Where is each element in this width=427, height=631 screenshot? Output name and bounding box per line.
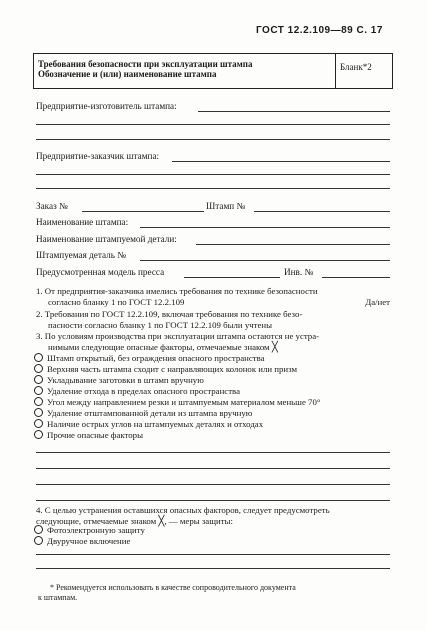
part-no-line: [140, 260, 390, 261]
hazard-option[interactable]: Штамп открытый, без ограждения опасного пространства: [34, 353, 265, 363]
radio-circle-icon: [34, 419, 43, 428]
title-line-1: Требования безопасности при эксплуатации штампа: [38, 59, 253, 69]
manufacturer-label: Предприятие-изготовитель штампа:: [36, 101, 177, 111]
radio-circle-icon: [34, 536, 43, 545]
hazard-option[interactable]: Прочие опасные факторы: [34, 430, 143, 440]
stamp-name-label: Наименование штампа:: [36, 217, 129, 227]
item-4-line-1: 4. С целью устранения оставшихся опасных факторов, следует предусмотреть: [36, 505, 330, 515]
footnote-line-1: * Рекомендуется использовать в качестве сопроводительного документа: [50, 583, 296, 592]
hazard-option[interactable]: Укладывание заготовки в штамп вручную: [34, 375, 204, 385]
item-3-line-2: нимыми следующие опасные факторы, отмечаемые знаком: [48, 341, 270, 352]
item-2: [36, 309, 396, 330]
customer-line: [172, 161, 390, 162]
customer-label: Предприятие-заказчик штампа:: [36, 151, 160, 161]
part-name-line: [196, 244, 390, 245]
blank-line: [36, 500, 390, 501]
measure-option[interactable]: Двуручное включение: [34, 536, 130, 546]
hazard-option[interactable]: Наличие острых углов на штампуемых деталях и отходах: [34, 419, 263, 429]
blank-line: [36, 468, 390, 469]
hazard-option[interactable]: Угол между направлением резки и штампуемым материалом меньше 70°: [34, 397, 320, 407]
footnote-line-2: к штампам.: [38, 593, 78, 602]
item-3-line-1: 3. По условиям производства при эксплуатации штампа остаются не устра-: [36, 331, 320, 341]
radio-circle-icon: [34, 364, 43, 373]
inv-no-label: Инв. №: [284, 267, 314, 277]
manufacturer-line-3: [36, 139, 390, 140]
blank-line: [36, 568, 390, 569]
radio-circle-icon: [34, 397, 43, 406]
order-line: [82, 211, 204, 212]
title-box: [33, 53, 393, 89]
stamp-name-line: [140, 227, 390, 228]
item-2-line-1: 2. Требования по ГОСТ 12.2.109, включая требования по технике безо-: [36, 309, 303, 319]
customer-line-2: [36, 174, 390, 175]
measure-option[interactable]: Фотоэлектронную защиту: [34, 525, 145, 535]
item-1: [36, 286, 396, 307]
blank-line: [36, 452, 390, 453]
hazard-option[interactable]: Удаление отштампованной детали из штампа вручную: [34, 408, 252, 418]
press-model-label: Предусмотренная модель пресса: [36, 267, 165, 277]
order-label: Заказ №: [36, 201, 68, 211]
item-1-line-2: согласно бланку 1 по ГОСТ 12.2.109: [48, 296, 185, 307]
radio-circle-icon: [34, 386, 43, 395]
page-header: ГОСТ 12.2.109—89 С. 17: [256, 25, 383, 36]
radio-circle-icon: [34, 353, 43, 362]
manufacturer-line-2: [36, 124, 390, 125]
blank-line: [36, 554, 390, 555]
item-4: [36, 505, 396, 527]
title-box-text: [34, 54, 336, 88]
radio-circle-icon: [34, 525, 43, 534]
part-name-label: Наименование штампуемой детали:: [36, 234, 177, 244]
radio-circle-icon: [34, 375, 43, 384]
item-4-line-2: следующие, отмечаемые знаком: [36, 515, 157, 526]
item-4-line-2-end: , — меры защиты:: [164, 515, 233, 526]
hazard-option[interactable]: Верхняя часть штампа сходит с направляющих колонок или призм: [34, 364, 297, 374]
radio-circle-icon: [34, 408, 43, 417]
item-1-line-1: 1. От предприятия-заказчика имелись требования по технике безопасности: [36, 286, 318, 296]
footnote: [38, 583, 388, 603]
item-3: [36, 331, 396, 353]
item-1-answer: Да/нет: [365, 296, 390, 307]
inv-no-line: [322, 277, 390, 278]
manufacturer-line: [198, 111, 390, 112]
stamp-line: [254, 211, 390, 212]
radio-circle-icon: [34, 430, 43, 439]
customer-line-3: [36, 188, 390, 189]
title-line-2: Обозначение и (или) наименование штампа: [38, 69, 217, 79]
stamp-label: Штамп №: [206, 201, 246, 211]
cross-mark-icon: ╳: [158, 515, 165, 527]
part-no-label: Штампуемая деталь №: [36, 250, 126, 260]
press-model-line: [184, 277, 280, 278]
form-label: Бланк*2: [340, 62, 372, 72]
cross-mark-icon: ╳: [271, 341, 278, 353]
blank-line: [36, 484, 390, 485]
item-2-line-2: пасности согласно бланку 1 по ГОСТ 12.2.109 были учтены: [48, 319, 273, 330]
hazard-option[interactable]: Удаление отхода в пределах опасного пространства: [34, 386, 240, 396]
